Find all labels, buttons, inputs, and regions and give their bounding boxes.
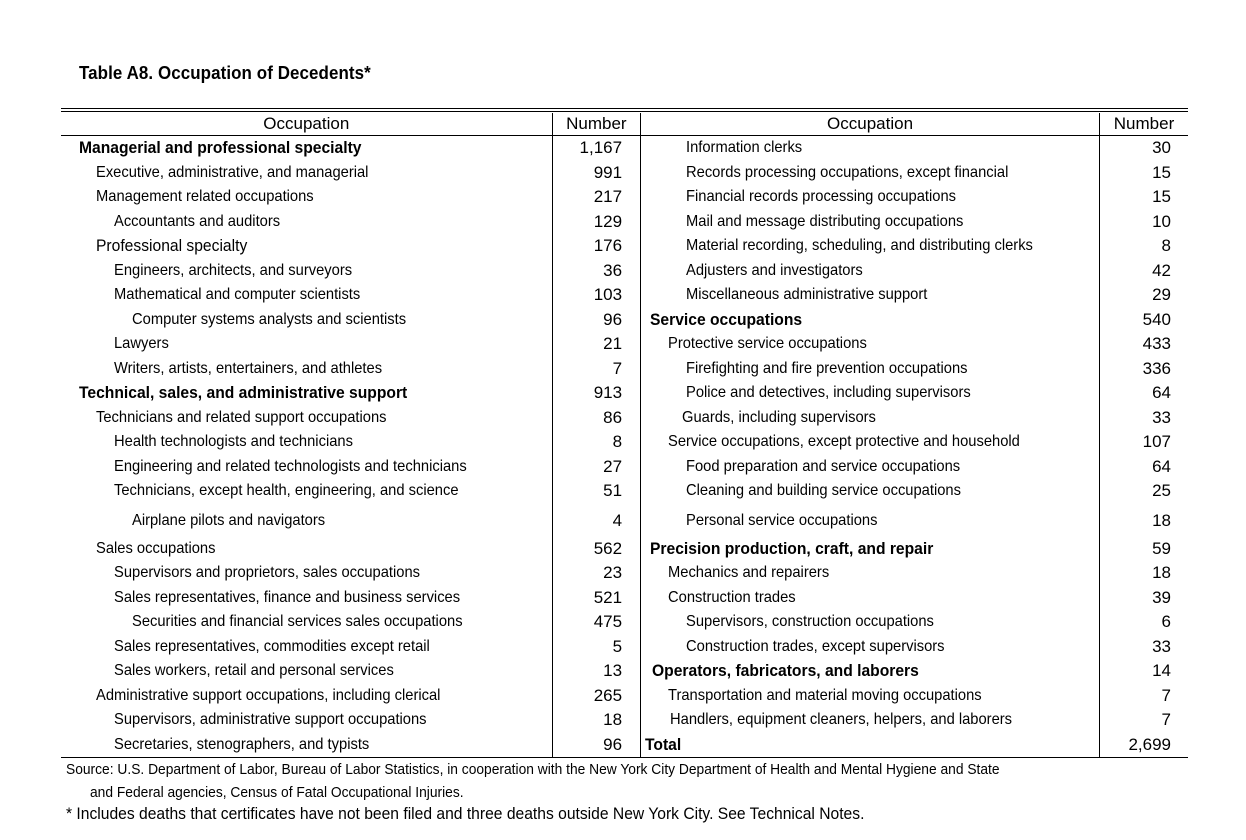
number-cell: 25 [1100,479,1188,504]
number-cell: 7 [1100,708,1188,733]
number-cell: 433 [1100,332,1188,357]
occupation-cell: Computer systems analysts and scientists [132,310,407,328]
number-cell: 33 [1100,406,1188,431]
number-cell: 15 [1100,161,1188,186]
table-title: Table A8. Occupation of Decedents* [79,63,371,83]
table-row [61,561,1188,586]
number-cell: 10 [1100,210,1188,235]
occupation-cell: Technicians, except health, engineering, and science [114,482,459,499]
number-cell: 176 [552,234,640,259]
table-row [61,406,1188,431]
occupation-cell: Engineers, architects, and surveyors [114,261,353,279]
occupation-cell: Sales representatives, commodities except retail [114,637,430,655]
occupation-cell: Cleaning and building service occupations [686,482,962,499]
occupation-cell: Technical, sales, and administrative support [79,383,408,402]
number-cell: 103 [552,283,640,308]
occupation-cell: Guards, including supervisors [682,408,876,426]
occupation-cell: Sales workers, retail and personal services [114,662,394,679]
table-row [61,635,1188,660]
occupation-cell: Service occupations [650,309,803,329]
number-cell: 7 [552,357,640,382]
table-top-rule-2 [61,111,1188,112]
number-cell: 86 [552,406,640,431]
number-cell: 8 [1100,234,1188,259]
occupation-cell: Administrative support occupations, including clerical [96,686,441,704]
number-cell: 129 [552,210,640,235]
number-cell: 265 [552,684,640,709]
table-row [61,708,1188,733]
table-row [61,161,1188,186]
table-row [61,308,1188,333]
occupation-cell: Supervisors, administrative support occupations [114,711,427,728]
table-row [61,381,1188,406]
occupation-cell: Mathematical and computer scientists [114,286,361,303]
table-row [61,504,1188,537]
table-row [61,136,1188,161]
number-cell: 217 [552,185,640,210]
occupation-cell: Personal service occupations [686,511,878,529]
occupation-cell: Airplane pilots and navigators [132,511,326,529]
occupation-cell: Adjusters and investigators [686,261,863,279]
number-cell: 336 [1100,357,1188,382]
header-number-left: Number [552,113,640,136]
occupation-cell: Protective service occupations [668,335,867,352]
number-cell: 36 [552,259,640,284]
occupation-cell: Information clerks [686,139,803,156]
number-cell: 39 [1100,586,1188,611]
occupation-cell: Miscellaneous administrative support [686,286,928,303]
header-occupation-left: Occupation [61,113,552,136]
occupation-cell: Mail and message distributing occupations [686,212,964,230]
table-row [61,430,1188,455]
occupation-cell: Records processing occupations, except financial [686,163,1009,181]
occupation-cell: Precision production, craft, and repair [650,538,934,558]
table-top-rule [61,108,1188,109]
occupation-cell: Securities and financial services sales occupations [132,613,463,630]
source-note [66,758,1166,804]
table-row [61,586,1188,611]
table-header-row [61,113,1188,136]
number-cell: 18 [1100,561,1188,586]
occupation-cell: Supervisors, construction occupations [686,613,934,630]
number-cell: 23 [552,561,640,586]
occupation-cell: Operators, fabricators, and laborers [652,661,919,680]
number-cell: 59 [1100,537,1188,562]
occupation-cell: Executive, administrative, and managerial [96,163,369,181]
number-cell: 18 [1100,504,1188,537]
total-label: Total [641,733,1100,758]
number-cell: 96 [552,733,640,758]
table-row [61,479,1188,504]
occupation-cell: Sales representatives, finance and business services [114,588,461,606]
table-row [61,259,1188,284]
number-cell: 42 [1100,259,1188,284]
number-cell: 1,167 [552,136,640,161]
occupation-cell: Professional specialty [96,236,248,255]
table-row [61,283,1188,308]
occupation-cell: Police and detectives, including supervisors [686,384,971,401]
table-row [61,332,1188,357]
table-row [61,684,1188,709]
table-row [61,455,1188,480]
number-cell: 29 [1100,283,1188,308]
number-cell: 27 [552,455,640,480]
table-row [61,610,1188,635]
number-cell: 64 [1100,381,1188,406]
occupation-cell: Technicians and related support occupations [96,408,387,426]
occupation-cell: Handlers, equipment cleaners, helpers, and laborers [670,711,1013,728]
number-cell: 7 [1100,684,1188,709]
occupation-cell: Service occupations, except protective and household [668,433,1020,450]
occupation-cell: Engineering and related technologists and technicians [114,457,467,475]
table-row [61,234,1188,259]
footnote: * Includes deaths that certificates have not been filed and three deaths outside New York City. See Technical Notes. [66,804,865,823]
number-cell: 521 [552,586,640,611]
occupation-cell: Food preparation and service occupations [686,457,961,475]
occupation-cell: Writers, artists, entertainers, and athletes [114,359,383,377]
table-row [61,537,1188,562]
occupation-cell: Financial records processing occupations [686,188,957,205]
occupation-cell: Accountants and auditors [114,212,281,230]
number-cell: 33 [1100,635,1188,660]
occupation-cell: Supervisors and proprietors, sales occupations [114,564,421,581]
occupation-cell: Lawyers [114,335,169,352]
table-row [61,185,1188,210]
number-cell: 64 [1100,455,1188,480]
number-cell: 6 [1100,610,1188,635]
header-occupation-right: Occupation [641,113,1100,136]
occupation-cell: Firefighting and fire prevention occupations [686,359,968,377]
source-line-2: and Federal agencies, Census of Fatal Occupational Injuries. [90,784,464,801]
number-cell: 991 [552,161,640,186]
number-cell: 8 [552,430,640,455]
number-cell: 51 [552,479,640,504]
occupation-cell: Mechanics and repairers [668,564,830,581]
number-cell: 30 [1100,136,1188,161]
number-cell: 107 [1100,430,1188,455]
occupation-cell: Construction trades, except supervisors [686,637,945,655]
occupation-cell: Managerial and professional specialty [79,138,362,157]
number-cell: 18 [552,708,640,733]
occupation-cell: Secretaries, stenographers, and typists [61,733,552,758]
number-cell: 14 [1100,659,1188,684]
number-cell: 96 [552,308,640,333]
number-cell: 5 [552,635,640,660]
number-cell: 15 [1100,185,1188,210]
table-row [61,357,1188,382]
occupation-table [61,113,1188,758]
number-cell: 475 [552,610,640,635]
table-row [61,210,1188,235]
occupation-cell: Health technologists and technicians [114,433,353,450]
source-line-1: Source: U.S. Department of Labor, Bureau of Labor Statistics, in cooperation with the New York City Department of Health and Mental Hygiene and State [66,761,1000,778]
header-number-right: Number [1100,113,1188,136]
number-cell: 562 [552,537,640,562]
occupation-cell: Sales occupations [96,539,216,557]
number-cell: 913 [552,381,640,406]
occupation-cell: Management related occupations [96,188,314,205]
table-row [61,659,1188,684]
number-cell: 13 [552,659,640,684]
number-cell: 540 [1100,308,1188,333]
number-cell: 4 [552,504,640,537]
total-value: 2,699 [1100,733,1188,758]
occupation-cell: Construction trades [668,588,796,606]
occupation-cell: Material recording, scheduling, and distributing clerks [686,237,1033,254]
occupation-cell: Transportation and material moving occupations [668,686,982,704]
table-row [61,733,1188,758]
number-cell: 21 [552,332,640,357]
